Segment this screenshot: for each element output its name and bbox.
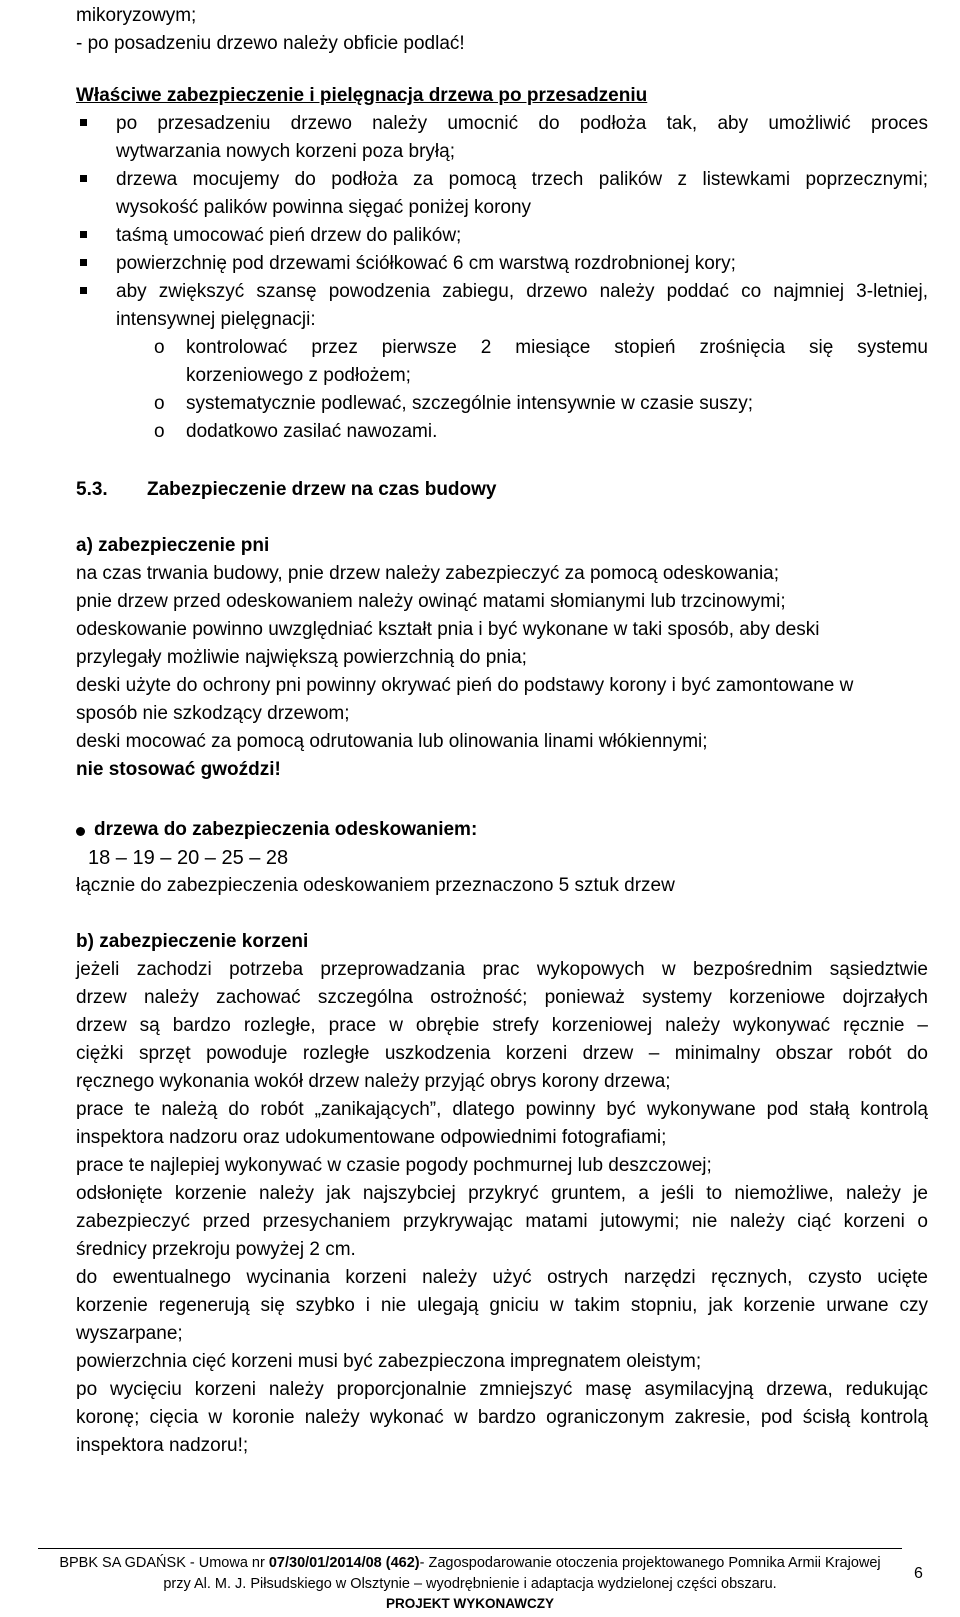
body-text: koronę; cięcia w koronie należy wykonać w bardzo ograniczonym zakresie, pod ścisłą kontrolą xyxy=(76,1407,928,1428)
subsection-heading: a) zabezpieczenie pni xyxy=(76,535,270,556)
page-number: 6 xyxy=(914,1565,923,1582)
body-text: prace te najlepiej wykonywać w czasie pogody pochmurnej lub deszczowej; xyxy=(76,1155,712,1176)
body-text: na czas trwania budowy, pnie drzew należy zabezpieczyć za pomocą odeskowania; xyxy=(76,563,780,584)
section-number: 5.3. xyxy=(76,479,108,500)
body-text: zabezpieczyć przed przesychaniem przykrywając matami jutowymi; nie należy ciąć korzeni o xyxy=(76,1211,928,1232)
body-text: odeskowanie powinno uwzględniać kształt pnia i być wykonane w taki sposób, aby deski xyxy=(76,619,820,640)
section-heading: Właściwe zabezpieczenie i pielęgnacja drzewa po przesadzeniu xyxy=(76,85,648,106)
tree-numbers: 18 – 19 – 20 – 25 – 28 xyxy=(88,847,289,869)
body-text: drzew należy zachować szczególna ostrożność; ponieważ systemy korzeniowe dojrzałych xyxy=(76,987,928,1008)
sub-list-item: systematycznie podlewać, szczególnie intensywnie w czasie suszy; xyxy=(186,393,754,414)
list-item: taśmą umocować pień drzew do palików; xyxy=(116,225,462,246)
body-text: sposób nie szkodzący drzewom; xyxy=(76,703,350,724)
body-text: deski mocować za pomocą odrutowania lub olinowania linami włókiennymi; xyxy=(76,731,708,752)
square-bullet-icon xyxy=(80,231,87,238)
square-bullet-icon xyxy=(80,119,87,126)
list-item-continuation: wytwarzania nowych korzeni poza bryłą; xyxy=(116,141,455,162)
list-item-continuation: wysokość palików powinna sięgać poniżej korony xyxy=(116,197,532,218)
list-item: powierzchnię pod drzewami ściółkować 6 cm warstwą rozdrobnionej kory; xyxy=(116,253,736,274)
square-bullet-icon xyxy=(80,259,87,266)
body-text: łącznie do zabezpieczenia odeskowaniem przeznaczono 5 sztuk drzew xyxy=(76,875,675,896)
sub-bullet-marker: o xyxy=(154,421,165,442)
list-item: aby zwiększyć szansę powodzenia zabiegu, drzewo należy poddać co najmniej 3-letniej, xyxy=(116,281,928,302)
list-item: po przesadzeniu drzewo należy umocnić do podłoża tak, aby umożliwić proces xyxy=(116,113,928,134)
sub-list-item: kontrolować przez pierwsze 2 miesiące stopień zrośnięcia się systemu xyxy=(186,337,928,358)
body-text: jeżeli zachodzi potrzeba przeprowadzania prac wykopowych w bezpośrednim sąsiedztwie xyxy=(76,959,928,980)
body-text: ciężki sprzęt powoduje rozległe uszkodzenia korzeni drzew – minimalny obszar robót do xyxy=(76,1043,928,1064)
footer-line-1 xyxy=(38,1553,902,1573)
body-text: odsłonięte korzenie należy jak najszybciej przykryć gruntem, a jeśli to niemożliwe, należy je xyxy=(76,1183,928,1204)
list-item: drzewa mocujemy do podłoża za pomocą trzech palików z listewkami poprzecznymi; xyxy=(116,169,928,190)
section-title: Zabezpieczenie drzew na czas budowy xyxy=(147,479,497,500)
sub-list-item: dodatkowo zasilać nawozami. xyxy=(186,421,438,442)
sub-list-item-continuation: korzeniowego z podłożem; xyxy=(186,365,411,386)
body-text: przylegały możliwie największą powierzchnią do pnia; xyxy=(76,647,527,668)
body-text: prace te należą do robót „zanikających”, dlatego powinny być wykonywane pod stałą kontrolą xyxy=(76,1099,928,1120)
body-text: inspektora nadzoru oraz udokumentowane odpowiednimi fotografiami; xyxy=(76,1127,667,1148)
footer-project-title: - Zagospodarowanie otoczenia projektowanego Pomnika Armii Krajowej xyxy=(419,1555,881,1571)
body-text: mikoryzowym; xyxy=(76,5,197,26)
warning-text: nie stosować gwoździ! xyxy=(76,759,281,780)
subsection-heading: b) zabezpieczenie korzeni xyxy=(76,931,309,952)
body-text: deski użyte do ochrony pni powinny okrywać pień do podstawy korony i być zamontowane w xyxy=(76,675,854,696)
body-text: wyszarpane; xyxy=(76,1323,183,1344)
body-text: korzenie regenerują się szybko i nie ulegają gniciu w takim stopniu, jak korzenie urwane czy xyxy=(76,1295,928,1316)
round-bullet-icon xyxy=(76,827,85,836)
body-text: średnicy przekroju powyżej 2 cm. xyxy=(76,1239,356,1260)
footer-contract-number: 07/30/01/2014/08 (462) xyxy=(268,1555,420,1571)
list-item-continuation: intensywnej pielęgnacji: xyxy=(116,309,316,330)
body-text: pnie drzew przed odeskowaniem należy owinąć matami słomianymi lub trzcinowymi; xyxy=(76,591,786,612)
sub-bullet-marker: o xyxy=(154,337,165,358)
body-text: do ewentualnego wycinania korzeni należy użyć ostrych narzędzi ręcznych, czysto ucięte xyxy=(76,1267,928,1288)
body-text: powierzchnia cięć korzeni musi być zabezpieczona impregnatem oleistym; xyxy=(76,1351,702,1372)
list-label: drzewa do zabezpieczenia odeskowaniem: xyxy=(94,819,478,840)
footer-line-3: PROJEKT WYKONAWCZY xyxy=(385,1596,554,1611)
body-text: inspektora nadzoru!; xyxy=(76,1435,249,1456)
body-text: - po posadzeniu drzewo należy obficie podlać! xyxy=(76,33,465,54)
footer-line-2: przy Al. M. J. Piłsudskiego w Olsztynie – wyodrębnienie i adaptacja wydzielonej części obszaru. xyxy=(163,1576,777,1592)
sub-bullet-marker: o xyxy=(154,393,165,414)
square-bullet-icon xyxy=(80,175,87,182)
footer-prefix: BPBK SA GDAŃSK - Umowa nr xyxy=(59,1555,269,1571)
body-text: ręcznego wykonania wokół drzew należy przyjąć obrys korony drzewa; xyxy=(76,1071,671,1092)
body-text: po wycięciu korzeni należy proporcjonalnie zmniejszyć masę asymilacyjną drzewa, redukując xyxy=(76,1379,928,1400)
body-text: drzew są bardzo rozległe, prace w obrębie strefy korzeniowej należy wykonywać ręcznie – xyxy=(76,1015,928,1036)
footer-divider xyxy=(38,1548,902,1549)
square-bullet-icon xyxy=(80,287,87,294)
